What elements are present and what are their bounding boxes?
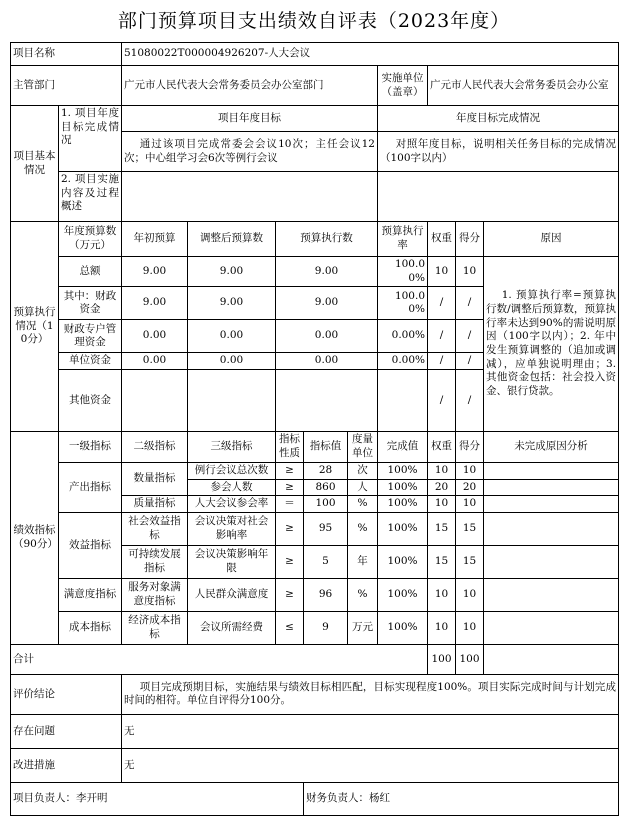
perf-done: 100% (378, 496, 428, 513)
total-score: 100 (456, 644, 484, 674)
perf-score: 10 (456, 578, 484, 611)
evaluation-table (10, 42, 619, 816)
process-result (378, 172, 619, 222)
perf-level3: 会议所需经费 (188, 611, 276, 644)
budget-row-initial: 0.00 (122, 353, 188, 370)
budget-row-initial (122, 369, 188, 431)
measures-value: 无 (122, 748, 619, 782)
target-header: 项目年度目标 (122, 106, 378, 132)
perf-level2: 可持续发展指标 (122, 545, 188, 578)
budget-header-reason: 原因 (484, 222, 619, 257)
perf-analysis (484, 496, 619, 513)
perf-done: 100% (378, 479, 428, 496)
budget-row-adjusted (188, 369, 276, 431)
budget-row-rate: 0.00% (378, 353, 428, 370)
perf-score: 10 (456, 462, 484, 479)
perf-nature: ＝ (276, 496, 304, 513)
perf-unit: % (348, 496, 378, 513)
perf-level2: 经济成本指标 (122, 611, 188, 644)
budget-row-score: / (456, 320, 484, 353)
process-label: 2. 项目实施内容及过程概述 (59, 172, 122, 222)
budget-row-rate (378, 369, 428, 431)
perf-value: 28 (304, 462, 348, 479)
budget-row-rate: 100.00% (378, 257, 428, 287)
project-name-label: 项目名称 (11, 43, 122, 66)
perf-header-level2: 二级指标 (122, 431, 188, 462)
budget-row-executed: 9.00 (276, 257, 378, 287)
project-name-value: 51080022T000004926207-人大会议 (122, 43, 619, 66)
perf-weight: 20 (428, 479, 456, 496)
perf-done: 100% (378, 578, 428, 611)
perf-nature: ≥ (276, 479, 304, 496)
budget-row-executed: 0.00 (276, 320, 378, 353)
budget-row-score: / (456, 287, 484, 320)
target-text: 通过该项目完成常委会会议10次；主任会议12次；中心组学习会6次等例行会议 (122, 132, 378, 172)
perf-level3: 会议决策影响年限 (188, 545, 276, 578)
target-completion-label: 1. 项目年度目标完成情况 (59, 106, 122, 172)
budget-row-name: 其他资金 (59, 369, 122, 431)
perf-level2: 社会效益指标 (122, 512, 188, 545)
perf-level3: 人民群众满意度 (188, 578, 276, 611)
budget-header-rate: 预算执行率 (378, 222, 428, 257)
perf-level1: 满意度指标 (59, 578, 122, 611)
budget-row-rate: 0.00% (378, 320, 428, 353)
budget-row-score: / (456, 369, 484, 431)
budget-row-name: 财政专户管理资金 (59, 320, 122, 353)
budget-header-annual: 年度预算数（万元） (59, 222, 122, 257)
perf-score: 10 (456, 496, 484, 513)
budget-row-rate: 100.00% (378, 287, 428, 320)
perf-done: 100% (378, 462, 428, 479)
budget-label: 预算执行情况（10分） (11, 222, 59, 432)
total-weight: 100 (428, 644, 456, 674)
total-label: 合计 (11, 644, 428, 674)
perf-value: 5 (304, 545, 348, 578)
perf-level2: 服务对象满意度指标 (122, 578, 188, 611)
dept-label: 主管部门 (11, 66, 122, 106)
perf-unit: % (348, 512, 378, 545)
perf-value: 96 (304, 578, 348, 611)
perf-done: 100% (378, 545, 428, 578)
unit-value: 广元市人民代表大会常务委员会办公室 (428, 66, 619, 106)
perf-value: 9 (304, 611, 348, 644)
budget-row-adjusted: 0.00 (188, 353, 276, 370)
budget-header-adjusted: 调整后预算数 (188, 222, 276, 257)
measures-label: 改进措施 (11, 748, 122, 782)
evaluation-text: 项目完成预期目标，实施结果与绩效目标相匹配，目标实现程度100%。项目实际完成时间与计划完成时间的相符。单位自评得分100分。 (122, 674, 619, 714)
perf-unit: 年 (348, 545, 378, 578)
perf-value: 100 (304, 496, 348, 513)
issues-value: 无 (122, 714, 619, 748)
budget-row-weight: / (428, 353, 456, 370)
budget-header-executed: 预算执行数 (276, 222, 378, 257)
perf-header-value: 指标值 (304, 431, 348, 462)
perf-header-level3: 三级指标 (188, 431, 276, 462)
budget-header-score: 得分 (456, 222, 484, 257)
perf-level1: 成本指标 (59, 611, 122, 644)
performance-label: 绩效指标（90分） (11, 431, 59, 644)
dept-value: 广元市人民代表大会常务委员会办公室部门 (122, 66, 378, 106)
perf-unit: % (348, 578, 378, 611)
budget-header-weight: 权重 (428, 222, 456, 257)
perf-header-nature: 指标性质 (276, 431, 304, 462)
perf-header-analysis: 未完成原因分析 (484, 431, 619, 462)
perf-header-done: 完成值 (378, 431, 428, 462)
budget-row-adjusted: 0.00 (188, 320, 276, 353)
perf-unit: 次 (348, 462, 378, 479)
perf-analysis (484, 512, 619, 545)
perf-score: 15 (456, 545, 484, 578)
perf-level3: 会议决策对社会影响率 (188, 512, 276, 545)
perf-analysis (484, 479, 619, 496)
budget-row-initial: 0.00 (122, 320, 188, 353)
perf-nature: ≥ (276, 545, 304, 578)
budget-row-name: 总额 (59, 257, 122, 287)
perf-nature: ≥ (276, 512, 304, 545)
finance-leader: 财务负责人：杨红 (304, 782, 619, 815)
basic-info-label: 项目基本情况 (11, 106, 59, 222)
perf-weight: 10 (428, 496, 456, 513)
project-leader: 项目负责人：李开明 (11, 782, 304, 815)
budget-row-executed: 0.00 (276, 353, 378, 370)
perf-unit: 人 (348, 479, 378, 496)
budget-row-weight: / (428, 287, 456, 320)
perf-nature: ≥ (276, 578, 304, 611)
perf-level2: 数量指标 (122, 462, 188, 495)
budget-row-name: 单位资金 (59, 353, 122, 370)
perf-unit: 万元 (348, 611, 378, 644)
perf-weight: 15 (428, 512, 456, 545)
perf-weight: 15 (428, 545, 456, 578)
perf-weight: 10 (428, 578, 456, 611)
perf-value: 95 (304, 512, 348, 545)
perf-nature: ≥ (276, 462, 304, 479)
perf-weight: 10 (428, 611, 456, 644)
page-title: 部门预算项目支出绩效自评表（2023年度） (117, 10, 511, 32)
perf-score: 15 (456, 512, 484, 545)
budget-row-name: 其中：财政资金 (59, 287, 122, 320)
budget-row-weight: 10 (428, 257, 456, 287)
perf-header-score: 得分 (456, 431, 484, 462)
issues-label: 存在问题 (11, 714, 122, 748)
completion-header: 年度目标完成情况 (378, 106, 619, 132)
perf-header-level1: 一级指标 (59, 431, 122, 462)
perf-value: 860 (304, 479, 348, 496)
perf-level3: 人大会议参会率 (188, 496, 276, 513)
perf-level3: 参会人数 (188, 479, 276, 496)
perf-analysis (484, 462, 619, 479)
budget-row-score: / (456, 353, 484, 370)
perf-nature: ≤ (276, 611, 304, 644)
process-value (122, 172, 378, 222)
unit-label: 实施单位（盖章） (378, 66, 428, 106)
budget-row-weight: / (428, 369, 456, 431)
perf-analysis (484, 611, 619, 644)
budget-row-adjusted: 9.00 (188, 287, 276, 320)
perf-header-weight: 权重 (428, 431, 456, 462)
perf-header-unit: 度量单位 (348, 431, 378, 462)
perf-level2: 质量指标 (122, 496, 188, 513)
perf-score: 10 (456, 611, 484, 644)
completion-text: 对照年度目标，说明相关任务目标的完成情况（100字以内） (378, 132, 619, 172)
budget-row-weight: / (428, 320, 456, 353)
perf-level3: 例行会议总次数 (188, 462, 276, 479)
total-analysis (484, 644, 619, 674)
budget-row-executed (276, 369, 378, 431)
evaluation-label: 评价结论 (11, 674, 122, 714)
perf-weight: 10 (428, 462, 456, 479)
perf-analysis (484, 578, 619, 611)
budget-row-score: 10 (456, 257, 484, 287)
perf-level1: 产出指标 (59, 462, 122, 512)
perf-done: 100% (378, 512, 428, 545)
budget-header-initial: 年初预算 (122, 222, 188, 257)
perf-analysis (484, 545, 619, 578)
budget-row-initial: 9.00 (122, 257, 188, 287)
budget-row-initial: 9.00 (122, 287, 188, 320)
budget-row-adjusted: 9.00 (188, 257, 276, 287)
perf-level1: 效益指标 (59, 512, 122, 578)
perf-done: 100% (378, 611, 428, 644)
budget-reason-text: 1. 预算执行率=预算执行数/调整后预算数，预算执行率未达到90%的需说明原因（100字以内）；2. 年中发生预算调整的（追加或调减），应单独说明理由；3. 其他资金包括：社会投入资金、银行贷款。 (484, 257, 619, 432)
perf-score: 20 (456, 479, 484, 496)
budget-row-executed: 9.00 (276, 287, 378, 320)
